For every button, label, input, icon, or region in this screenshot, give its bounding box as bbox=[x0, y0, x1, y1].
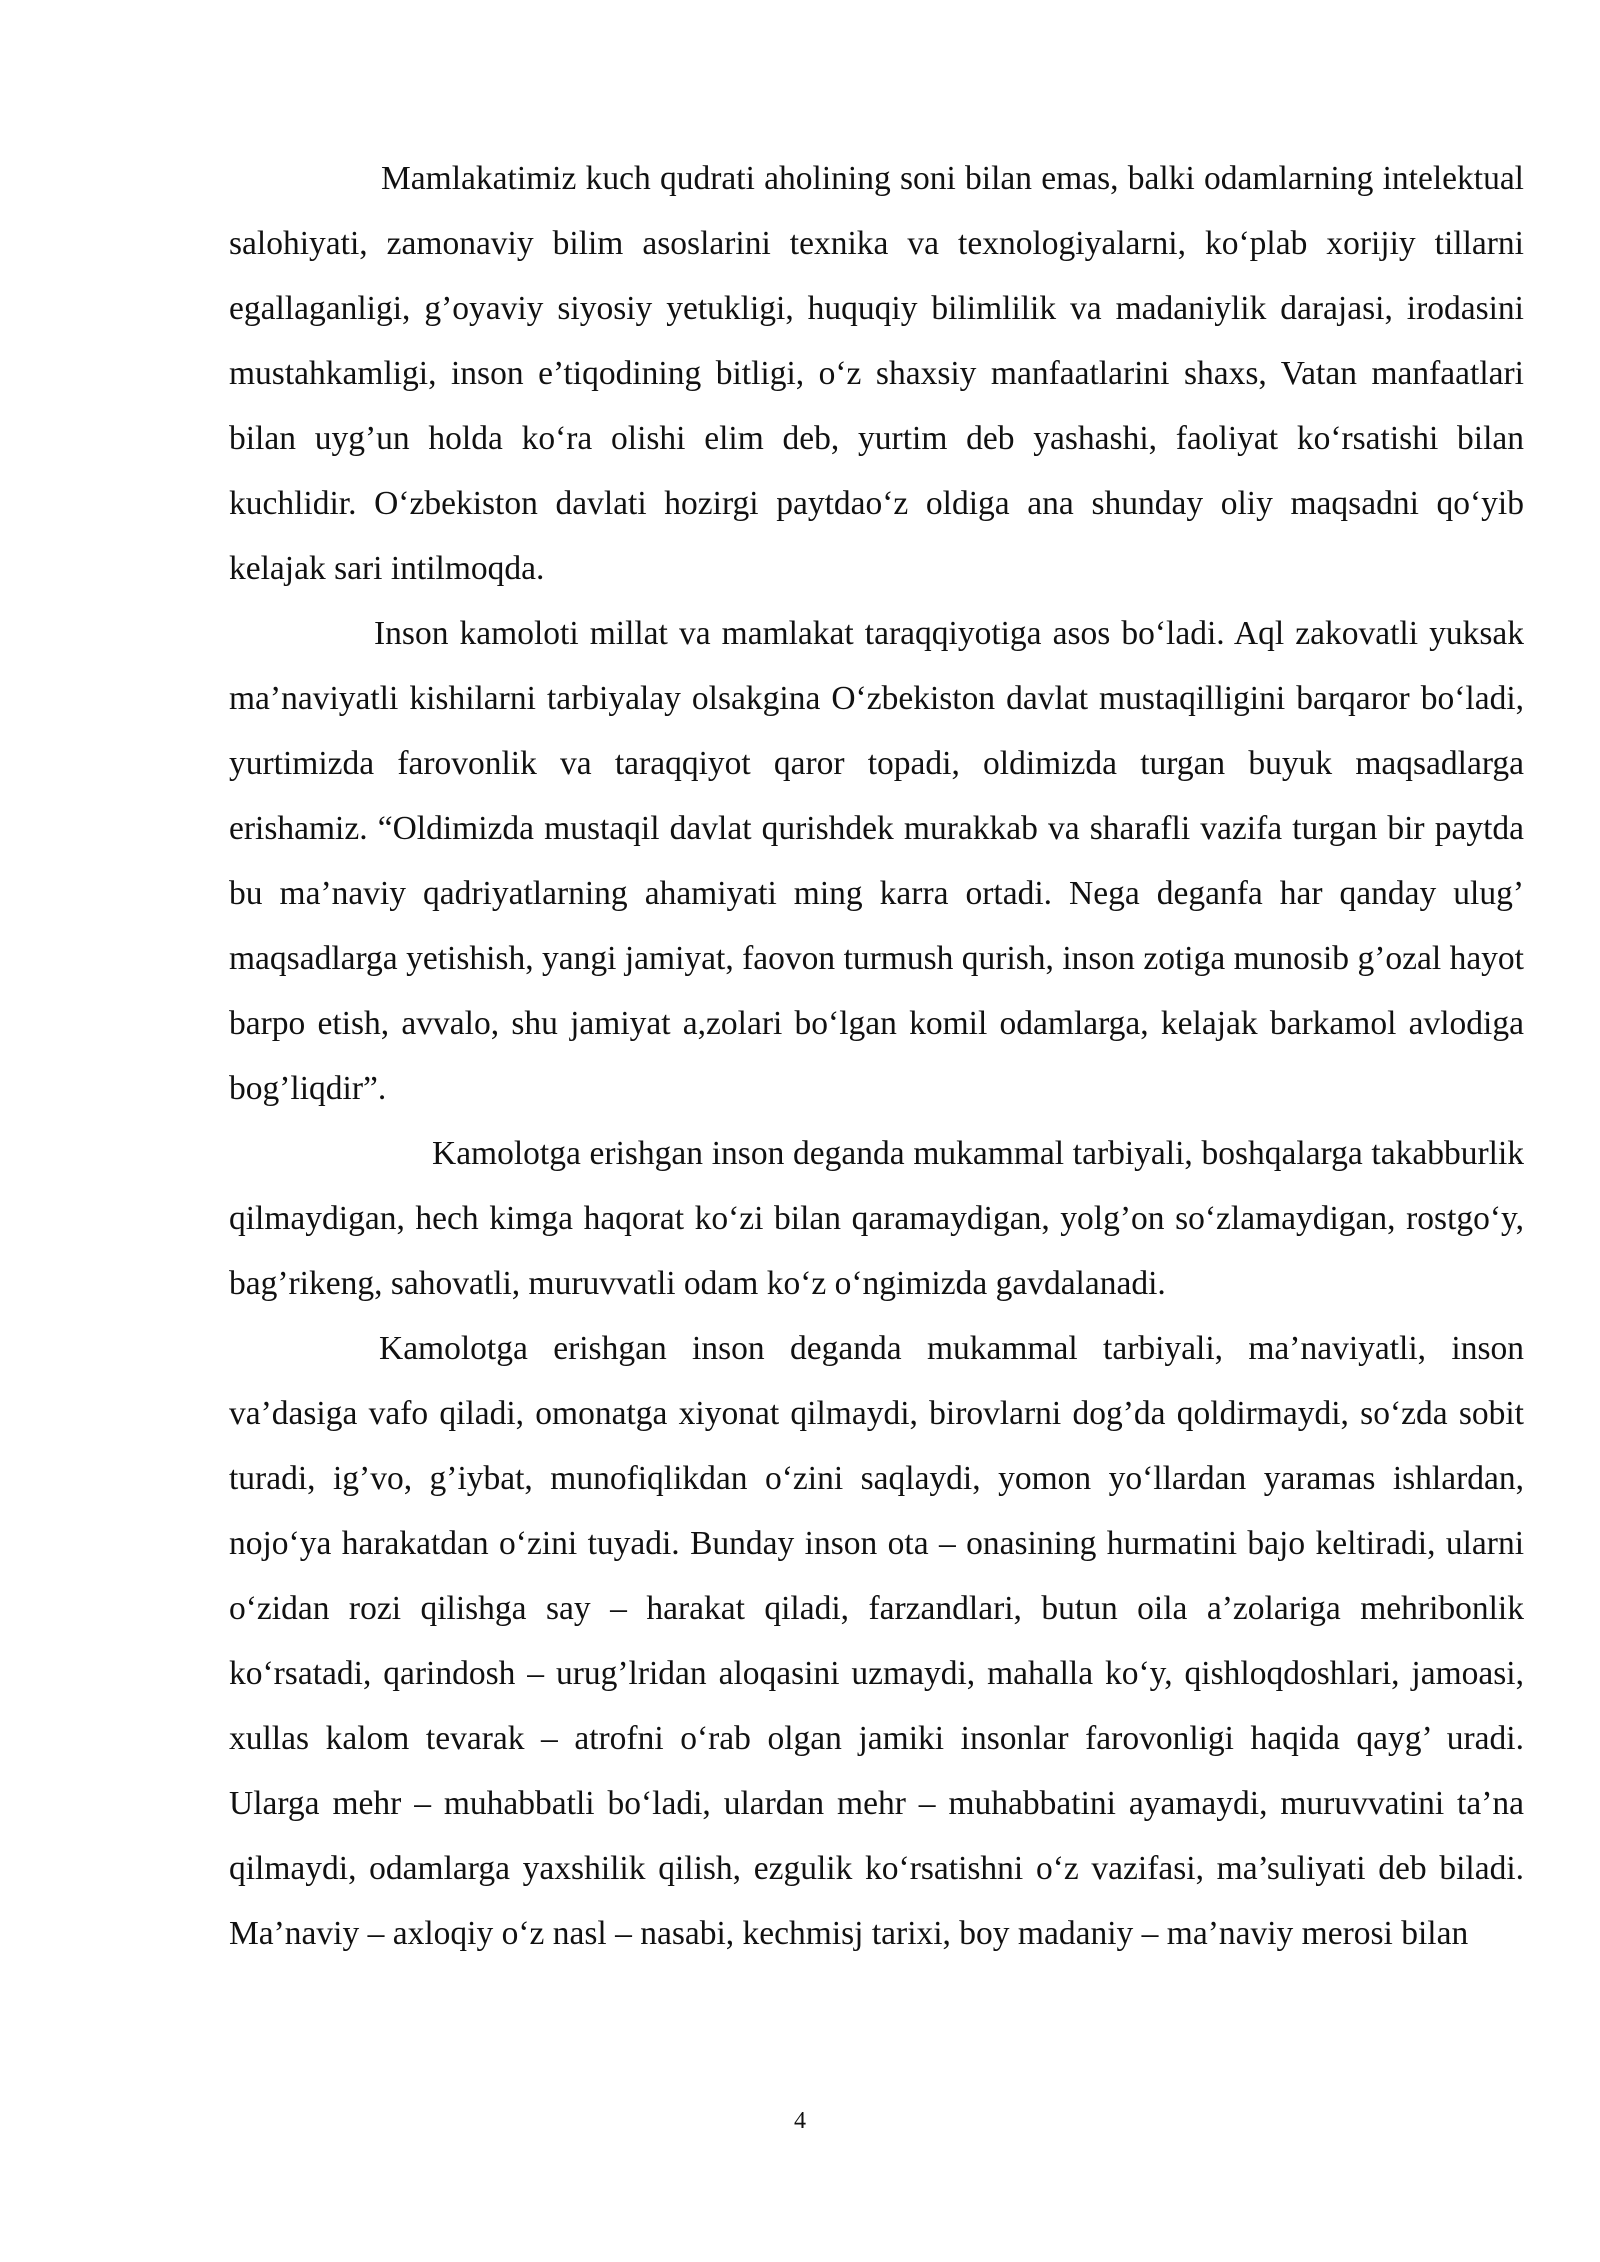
paragraph-4: Kamolotga erishgan inson deganda mukammal tarbiyali, ma’naviyatli, inson va’dasiga vafo qiladi, omonatga xiyonat qilmaydi, birovlarni dog’da qoldirmaydi, so‘zda sobit turadi, ig’vo, g’iybat, munofiqlikdan o‘zini saqlaydi, yomon yo‘llardan yaramas ishlardan, nojo‘ya harakatdan o‘zini tuyadi. Bunday inson ota – onasining hurmatini bajo keltiradi, ularni o‘zidan rozi qilishga say – harakat qiladi, farzandlari, butun oila a’zolariga mehribonlik ko‘rsatadi, qarindosh – urug’lridan aloqasini uzmaydi, mahalla ko‘y, qishloqdoshlari, jamoasi, xullas kalom tevarak – atrofni o‘rab olgan jamiki insonlar farovonligi haqida qayg’ uradi. Ularga mehr – muhabbatli bo‘ladi, ulardan mehr – muhabbatini ayamaydi, muruvvatini ta’na qilmaydi, odamlarga yaxshilik qilish, ezgulik ko‘rsatishni o‘z vazifasi, ma’suliyati deb biladi. Ma’naviy – axloqiy o‘z nasl – nasabi, kechmisj tarixi, boy madaniy – ma’naviy merosi bilan bbox=[229, 1330, 1524, 1952]
paragraph-3: Kamolotga erishgan inson deganda mukammal tarbiyali, boshqalarga takabburlik qilmaydigan, hech kimga haqorat ko‘zi bilan qaramaydigan, yolg’on so‘zlamaydigan, rostgo‘y, bag’rikeng, sahovatli, muruvvatli odam ko‘z o‘ngimizda gavdalanadi. bbox=[229, 1135, 1524, 1302]
page-body bbox=[229, 146, 1524, 1966]
paragraph-2: Inson kamoloti millat va mamlakat taraqqiyotiga asos bo‘ladi. Aql zakovatli yuksak ma’naviyatli kishilarni tarbiyalay olsakgina O‘zbekiston davlat mustaqilligini barqaror bo‘ladi, yurtimizda farovonlik va taraqqiyot qaror topadi, oldimizda turgan buyuk maqsadlarga erishamiz. “Oldimizda mustaqil davlat qurishdek murakkab va sharafli vazifa turgan bir paytda bu ma’naviy qadriyatlarning ahamiyati ming karra ortadi. Nega deganfa har qanday ulug’ maqsadlarga yetishish, yangi jamiyat, faovon turmush qurish, inson zotiga munosib g’ozal hayot barpo etish, avvalo, shu jamiyat a,zolari bo‘lgan komil odamlarga, kelajak barkamol avlodiga bog’liqdir”. bbox=[229, 615, 1524, 1107]
page-number: 4 bbox=[794, 2108, 806, 2134]
paragraph-1: Mamlakatimiz kuch qudrati aholining soni bilan emas, balki odamlarning intelektual salohiyati, zamonaviy bilim asoslarini texnika va texnologiyalarni, ko‘plab xorijiy tillarni egallaganligi, g’oyaviy siyosiy yetukligi, huquqiy bilimlilik va madaniylik darajasi, irodasini mustahkamligi, inson e’tiqodining bitligi, o‘z shaxsiy manfaatlarini shaxs, Vatan manfaatlari bilan uyg’un holda ko‘ra olishi elim deb, yurtim deb yashashi, faoliyat ko‘rsatishi bilan kuchlidir. O‘zbekiston davlati hozirgi paytdao‘z oldiga ana shunday oliy maqsadni qo‘yib kelajak sari intilmoqda. bbox=[229, 160, 1524, 587]
